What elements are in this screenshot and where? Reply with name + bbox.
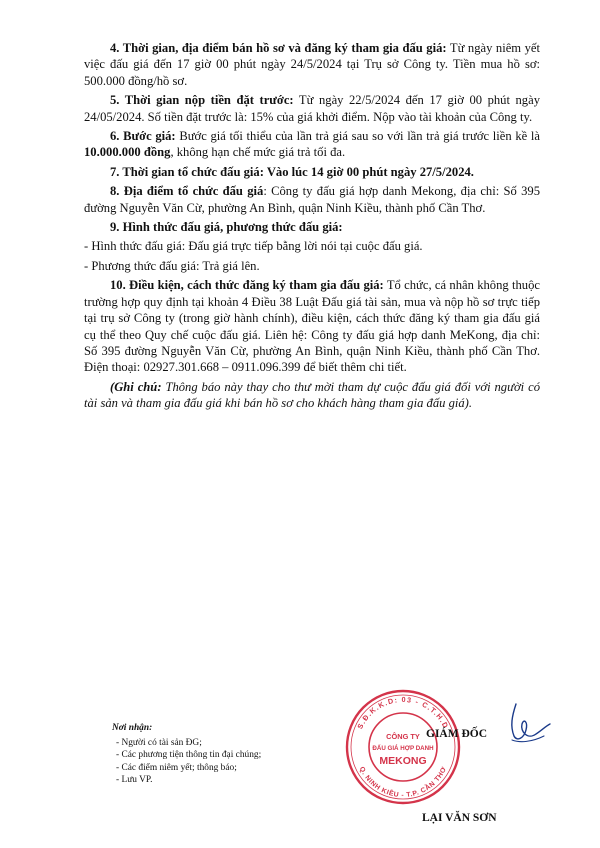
document-body <box>84 40 540 412</box>
section-7-text: : Vào lúc 14 giờ 00 phút ngày 27/5/2024. <box>259 164 474 179</box>
section-6 <box>84 128 540 161</box>
section-10-text: Tổ chức, cá nhân không thuộc trường hợp quy định tại khoản 4 Điều 38 Luật Đấu giá tài sản, mua và nộp hồ sơ trực tiếp tại trụ sở Công ty (trong giờ hành chính), điều kiện, cách thức đăng ký tham gia đấu giá cụ thể theo Quy chế cuộc đấu giá. Liên hệ: Công ty đấu giá hợp danh MeKong, địa chỉ: Số 395 đường Nguyễn Văn Cừ, phường An Bình, quận Ninh Kiều, thành phố Cần Thơ. Điện thoại: 02927.301.668 – 0911.096.399 để biết thêm chi tiết. <box>84 278 540 375</box>
section-7-label: 7. Thời gian tổ chức đấu giá <box>110 164 260 179</box>
seal-ring-bottom-text: Q. NINH KIỀU - T.P. CẦN THƠ <box>357 765 449 800</box>
section-4 <box>84 40 540 89</box>
section-6-text-after: , không hạn chế mức giá trả tối đa. <box>170 145 346 160</box>
note-label: (Ghi chú: <box>110 379 162 394</box>
section-6-amount: 10.000.000 đồng <box>84 145 171 160</box>
section-9-label: 9. Hình thức đấu giá, phương thức đấu giá: <box>110 220 343 235</box>
handwritten-signature <box>454 696 554 754</box>
section-6-label: 6. Bước giá: <box>110 129 176 144</box>
seal-ring-top-text: S.Đ.K.K.D: 03 - C.T.H.D <box>355 694 451 731</box>
section-6-text-before: Bước giá tối thiểu của lần trả giá sau so với lần trả giá trước liền kề là <box>175 129 540 144</box>
signer-name: LẠI VĂN SƠN <box>422 812 497 824</box>
section-8-text: : Công ty đấu giá hợp danh Mekong, địa chỉ: Số 395 đường Nguyễn Văn Cừ, phường An Bình, quận Ninh Kiều, thành phố Cần Thơ. <box>84 184 540 215</box>
recipient-item: - Các điểm niêm yết; thông báo; <box>116 762 237 773</box>
section-5 <box>84 92 540 125</box>
seal-line-2: ĐẤU GIÁ HỢP DANH <box>372 745 434 752</box>
director-title: GIÁM ĐỐC <box>426 728 488 740</box>
section-10-label: 10. Điều kiện, cách thức đăng ký tham gia đấu giá: <box>110 278 384 293</box>
company-seal <box>344 688 462 806</box>
seal-line-1: CÔNG TY <box>386 732 420 741</box>
section-8-label: 8. Địa điểm tổ chức đấu giá <box>110 184 264 199</box>
recipients-block <box>112 722 332 787</box>
recipient-item: - Lưu VP. <box>116 775 153 786</box>
note <box>84 379 540 412</box>
seal-line-3: MEKONG <box>379 755 427 767</box>
section-10 <box>84 277 540 375</box>
section-9-item-2: - Phương thức đấu giá: Trả giá lên. <box>84 258 260 273</box>
note-text: Thông báo này thay cho thư mời tham dự cuộc đấu giá đối với người có tài sản và tham gia đấu giá khi bán hồ sơ cho khách hàng tham gia đấu giá). <box>84 379 540 411</box>
section-9 <box>84 219 540 235</box>
recipient-item: - Các phương tiện thông tin đại chúng; <box>116 750 262 761</box>
recipient-item: - Người có tài sản ĐG; <box>116 737 202 748</box>
recipients-title: Nơi nhận: <box>112 723 153 733</box>
section-5-text: Từ ngày 22/5/2024 đến 17 giờ 00 phút ngày 24/05/2024. Số tiền đặt trước là: 15% của giá khởi điểm. Nộp vào tài khoản của Công ty. <box>84 93 540 124</box>
section-9-item-1: - Hình thức đấu giá: Đấu giá trực tiếp bằng lời nói tại cuộc đấu giá. <box>84 239 423 254</box>
section-4-text: Từ ngày niêm yết việc đấu giá đến 17 giờ 00 phút ngày 24/5/2024 tại Trụ sở Công ty. Tiền mua hồ sơ: 500.000 đồng/hồ sơ. <box>84 41 540 88</box>
section-7 <box>84 164 540 180</box>
section-8 <box>84 183 540 216</box>
section-4-label: 4. Thời gian, địa điểm bán hồ sơ và đăng ký tham gia đấu giá: <box>110 41 447 55</box>
section-5-label: 5. Thời gian nộp tiền đặt trước: <box>110 93 294 108</box>
